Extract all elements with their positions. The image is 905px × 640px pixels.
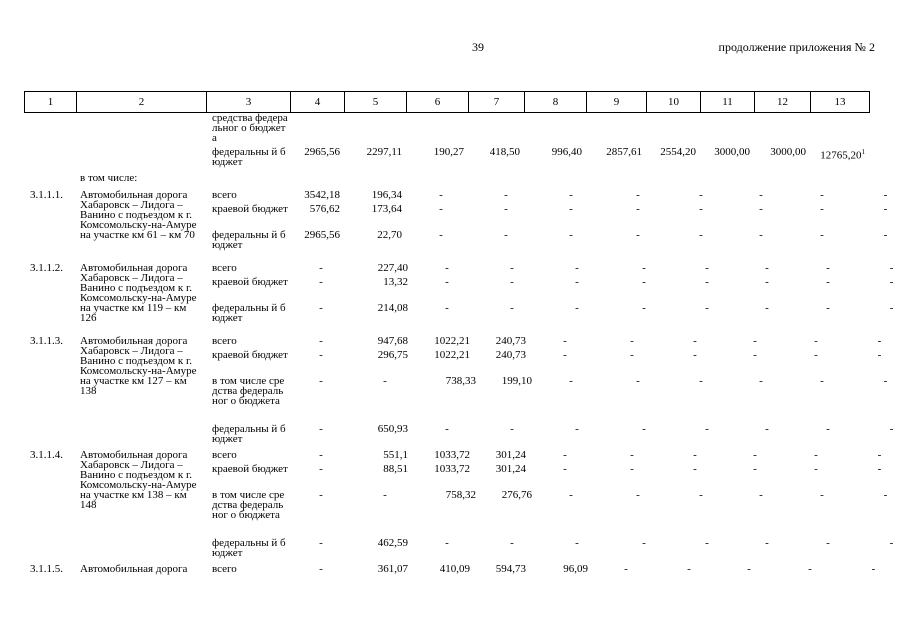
row-value: - [642, 537, 646, 549]
col-header: 2 [77, 92, 207, 113]
col-header: 13 [811, 92, 870, 113]
row-value: 2554,20 [660, 146, 696, 158]
row-code: 3.1.1.2. [30, 262, 63, 274]
row-value: - [319, 537, 323, 549]
row-value: - [705, 537, 709, 549]
row-value [290, 113, 344, 147]
row-value: - [563, 463, 567, 475]
row-value [646, 173, 700, 190]
row-value: - [636, 375, 640, 387]
row-object-name [76, 464, 206, 490]
table-row [24, 203, 888, 230]
row-value: - [693, 349, 697, 361]
row-value: 576,62 [309, 203, 340, 215]
row-object-name: Автомобильная дорога Хабаровск – Лидога – Ванино с подъездом к г. Комсомольску-на-Амуре на участке км 138 – км 148 [80, 449, 197, 511]
row-value: - [575, 423, 579, 435]
col-header: 3 [207, 92, 291, 113]
row-value: - [636, 489, 640, 501]
row-object-name [76, 490, 206, 538]
row-value: - [814, 463, 818, 475]
row-value: 2857,61 [606, 146, 642, 158]
row-value: - [445, 302, 449, 314]
row-value: - [883, 189, 888, 201]
col-header: 1 [25, 92, 77, 113]
row-value [290, 173, 344, 190]
row-value: - [510, 262, 514, 274]
row-value: - [569, 203, 573, 215]
row-value: - [699, 189, 703, 201]
row-value: - [439, 229, 443, 241]
row-value: - [699, 489, 703, 501]
row-value: - [820, 489, 824, 501]
row-value: - [569, 375, 573, 387]
row-value: - [510, 537, 514, 549]
row-value: - [814, 335, 818, 347]
row-value: - [765, 423, 769, 435]
row-value [524, 113, 586, 147]
row-funding-source: всего [212, 563, 237, 575]
row-value: - [889, 537, 894, 549]
row-value: - [826, 262, 830, 274]
row-value: - [319, 349, 323, 361]
row-value: - [563, 349, 567, 361]
row-value: 196,34 [371, 189, 402, 201]
row-value [406, 173, 468, 190]
row-funding-source: федеральны й бюджет [212, 423, 286, 445]
row-value: 3000,00 [770, 146, 806, 158]
row-value: 594,73 [495, 563, 526, 575]
row-value: - [820, 375, 824, 387]
row-value: - [575, 276, 579, 288]
row-value: - [765, 537, 769, 549]
row-value: 1033,72 [434, 463, 470, 475]
row-value: - [759, 203, 763, 215]
row-value [586, 173, 646, 190]
col-header: 12 [755, 92, 811, 113]
row-value: - [642, 262, 646, 274]
row-value [586, 113, 646, 147]
row-value: - [693, 463, 697, 475]
row-value [344, 113, 406, 147]
row-value: - [705, 302, 709, 314]
row-object-name [76, 424, 206, 450]
row-value: - [871, 563, 876, 575]
row-value: 738,33 [445, 375, 476, 387]
row-value: - [319, 463, 323, 475]
row-object-name [76, 303, 206, 336]
row-value: - [765, 302, 769, 314]
row-value: - [630, 349, 634, 361]
row-value: - [630, 335, 634, 347]
row-value: 3000,00 [714, 146, 750, 158]
row-value: - [808, 563, 812, 575]
row-object-name [76, 376, 206, 424]
row-funding-source: федеральны й бюджет [212, 229, 286, 251]
row-value: - [504, 203, 508, 215]
row-value: 199,10 [501, 375, 532, 387]
row-value: - [877, 349, 882, 361]
col-header: 6 [407, 92, 469, 113]
row-value: - [642, 276, 646, 288]
row-value: 462,59 [377, 537, 408, 549]
row-value: - [814, 349, 818, 361]
row-value: - [642, 302, 646, 314]
row-object-name [76, 204, 206, 230]
row-object-name: Автомобильная дорога Хабаровск – Лидога – Ванино с подъездом к г. Комсомольску-на-Амуре на участке км 61 – км 70 [80, 189, 197, 241]
row-value: - [563, 335, 567, 347]
row-value: 96,09 [563, 563, 588, 575]
row-value: - [826, 302, 830, 314]
row-value: - [826, 276, 830, 288]
row-value: 650,93 [377, 423, 408, 435]
col-header: 9 [587, 92, 647, 113]
row-value: 418,50 [489, 146, 520, 158]
row-object-name: Автомобильная дорога Хабаровск – Лидога – Ванино с подъездом к г. Комсомольску-на-Амуре на участке км 119 – км 126 [80, 262, 197, 324]
row-value: - [820, 189, 824, 201]
row-value [524, 173, 586, 190]
row-funding-source: в том числе средства федеральног о бюджета [212, 375, 285, 407]
row-value: 190,27 [433, 146, 464, 158]
row-value: - [693, 335, 697, 347]
col-header: 8 [525, 92, 587, 113]
row-funding-source: федеральны й бюджет [212, 537, 286, 559]
row-object-name [76, 147, 206, 173]
table-row [24, 173, 869, 190]
row-value: 1022,21 [434, 335, 470, 347]
row-value [468, 113, 524, 147]
row-value [344, 173, 406, 190]
row-value: - [759, 375, 763, 387]
row-value: - [877, 449, 882, 461]
row-value: 361,07 [377, 563, 408, 575]
row-value: 240,73 [495, 335, 526, 347]
table-row [24, 423, 894, 450]
row-code [24, 303, 76, 336]
table-row [24, 147, 869, 173]
row-value: - [883, 203, 888, 215]
row-value: - [753, 449, 757, 461]
row-value: - [814, 449, 818, 461]
row-value: - [820, 229, 824, 241]
row-code [24, 490, 76, 538]
table-body [24, 112, 894, 578]
table-row [24, 113, 869, 147]
col-header: 10 [647, 92, 701, 113]
row-value: - [753, 463, 757, 475]
row-value: - [504, 229, 508, 241]
row-value: - [383, 489, 387, 501]
row-funding-source: федеральны й бюджет [212, 302, 286, 324]
row-funding-source: краевой бюджет [212, 276, 288, 288]
row-value: - [877, 463, 882, 475]
row-value: 2965,56 [304, 146, 340, 158]
row-value [406, 113, 468, 147]
footnote-mark: 1 [861, 148, 865, 156]
row-value: - [439, 189, 443, 201]
row-value: - [699, 375, 703, 387]
row-value: - [445, 262, 449, 274]
row-code [24, 230, 76, 263]
table-row [24, 229, 888, 263]
column-header-table [24, 91, 870, 113]
row-value: - [319, 276, 323, 288]
row-value: - [759, 489, 763, 501]
row-funding-source: всего [212, 449, 237, 461]
row-value: - [510, 423, 514, 435]
row-value: - [319, 489, 323, 501]
row-value: - [889, 423, 894, 435]
row-funding-source: краевой бюджет [212, 349, 288, 361]
row-value: - [820, 203, 824, 215]
row-value: - [445, 423, 449, 435]
row-funding-source: краевой бюджет [212, 463, 288, 475]
row-value: - [883, 489, 888, 501]
row-funding-source: всего [212, 335, 237, 347]
row-value [468, 173, 524, 190]
row-value: - [826, 537, 830, 549]
row-object-name [76, 230, 206, 263]
row-value: - [630, 449, 634, 461]
col-header: 4 [291, 92, 345, 113]
row-value: - [705, 423, 709, 435]
row-value: - [319, 375, 323, 387]
row-object-name [76, 277, 206, 303]
row-code [24, 424, 76, 450]
row-value: - [883, 375, 888, 387]
row-code: 3.1.1.1. [30, 189, 63, 201]
row-value: - [319, 563, 323, 575]
row-object-name: Автомобильная дорога Хабаровск – Лидога – Ванино с подъездом к г. Комсомольску-на-Амуре на участке км 127 – км 138 [80, 335, 197, 397]
row-value: - [510, 302, 514, 314]
table-row [24, 276, 894, 303]
row-funding-source: всего [212, 189, 237, 201]
row-funding-source: в том числе средства федеральног о бюджета [212, 489, 285, 521]
row-value: 240,73 [495, 349, 526, 361]
row-value: 227,40 [377, 262, 408, 274]
row-value: - [504, 189, 508, 201]
row-value: - [569, 229, 573, 241]
row-value: 3542,18 [304, 189, 340, 201]
row-value: - [510, 276, 514, 288]
row-value: - [630, 463, 634, 475]
row-value: 88,51 [383, 463, 408, 475]
row-value: 12765,20$^1$ [820, 148, 865, 162]
row-value: - [575, 302, 579, 314]
row-value: 551,1 [383, 449, 408, 461]
row-value: - [693, 449, 697, 461]
row-value: - [636, 229, 640, 241]
row-code [24, 204, 76, 230]
row-funding-source: средства федеральног о бюджета [212, 112, 288, 144]
row-value: - [883, 229, 888, 241]
row-value: - [765, 262, 769, 274]
col-header: 7 [469, 92, 525, 113]
row-value: - [636, 203, 640, 215]
row-object-name [76, 538, 206, 564]
row-value: - [889, 276, 894, 288]
row-code [24, 277, 76, 303]
row-code: 3.1.1.4. [30, 449, 63, 461]
row-value [646, 113, 700, 147]
table-row [24, 489, 888, 538]
row-value: - [765, 276, 769, 288]
row-code [24, 173, 76, 190]
col-header: 11 [701, 92, 755, 113]
table-row [24, 563, 876, 578]
row-code [24, 538, 76, 564]
row-value: - [575, 262, 579, 274]
row-value: - [877, 335, 882, 347]
col-header: 5 [345, 92, 407, 113]
row-value: - [642, 423, 646, 435]
row-value: - [826, 423, 830, 435]
row-value: - [759, 229, 763, 241]
row-value: 2965,56 [304, 229, 340, 241]
row-value: - [699, 229, 703, 241]
row-value [700, 173, 754, 190]
row-object-name: в том числе: [80, 172, 138, 184]
row-funding-source [206, 173, 290, 190]
row-funding-source: федеральны й бюджет [212, 146, 286, 168]
row-value: - [759, 189, 763, 201]
row-value [810, 173, 869, 190]
row-value: - [319, 262, 323, 274]
row-value: - [753, 349, 757, 361]
row-value: - [319, 335, 323, 347]
row-value [754, 173, 810, 190]
row-value: - [439, 203, 443, 215]
row-object-name: Автомобильная дорога [80, 563, 188, 575]
row-code: 3.1.1.3. [30, 335, 63, 347]
row-value: - [636, 189, 640, 201]
row-value: - [687, 563, 691, 575]
row-value: - [889, 302, 894, 314]
row-code [24, 376, 76, 424]
row-value: - [383, 375, 387, 387]
row-funding-source: всего [212, 262, 237, 274]
row-value: 947,68 [377, 335, 408, 347]
row-value: - [889, 262, 894, 274]
row-value: 1022,21 [434, 349, 470, 361]
row-code [24, 464, 76, 490]
row-value: 13,32 [383, 276, 408, 288]
row-value: - [747, 563, 751, 575]
row-value: 2297,11 [366, 146, 402, 158]
row-value: - [753, 335, 757, 347]
table-row [24, 349, 882, 376]
row-value [810, 113, 869, 147]
continuation-label: продолжение приложения № 2 [718, 40, 875, 54]
row-value: - [705, 262, 709, 274]
row-code [24, 113, 76, 147]
table-row [24, 302, 894, 336]
row-value: 1033,72 [434, 449, 470, 461]
table-row [24, 463, 882, 490]
row-funding-source: краевой бюджет [212, 203, 288, 215]
row-value: - [569, 189, 573, 201]
row-value: 214,08 [377, 302, 408, 314]
row-value [754, 113, 810, 147]
table-row [24, 537, 894, 564]
row-value: - [445, 537, 449, 549]
row-value: - [569, 489, 573, 501]
row-value: 296,75 [377, 349, 408, 361]
page-number: 39 [472, 40, 484, 54]
row-value: - [319, 449, 323, 461]
table-row [24, 375, 888, 424]
row-value: 301,24 [495, 463, 526, 475]
row-value: - [319, 302, 323, 314]
row-value: 301,24 [495, 449, 526, 461]
row-value: 758,32 [445, 489, 476, 501]
row-object-name [76, 350, 206, 376]
row-value: - [624, 563, 628, 575]
row-value: - [563, 449, 567, 461]
row-value: - [575, 537, 579, 549]
row-code [24, 147, 76, 173]
row-object-name [76, 113, 206, 147]
row-value: - [705, 276, 709, 288]
row-value: - [319, 423, 323, 435]
row-value: - [445, 276, 449, 288]
row-value: 410,09 [439, 563, 470, 575]
row-value: - [699, 203, 703, 215]
row-value: 22,70 [377, 229, 402, 241]
row-code: 3.1.1.5. [30, 563, 63, 575]
row-value: 173,64 [371, 203, 402, 215]
row-code [24, 350, 76, 376]
row-value: 996,40 [551, 146, 582, 158]
row-value [700, 113, 754, 147]
row-value: 276,76 [501, 489, 532, 501]
